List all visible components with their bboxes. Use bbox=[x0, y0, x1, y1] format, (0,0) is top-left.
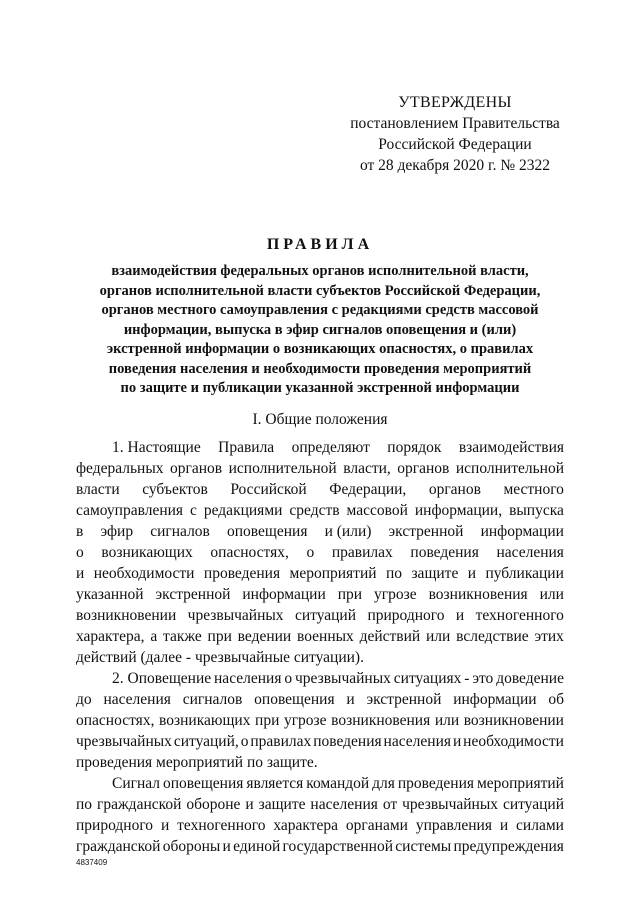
subtitle-line: поведения населения и необходимости проведения мероприятий bbox=[108, 360, 532, 377]
word: возникновении bbox=[76, 607, 177, 624]
subtitle-line: информации, выпуска в эфир сигналов оповещения и (или) bbox=[123, 321, 517, 338]
word: эфир bbox=[100, 523, 134, 540]
word: населения bbox=[103, 691, 171, 708]
word: характера, bbox=[76, 628, 145, 645]
word: и bbox=[160, 817, 170, 834]
word: Российской bbox=[230, 481, 307, 498]
word: управления bbox=[415, 817, 492, 834]
word: проведения мероприятий по защите. bbox=[76, 754, 318, 771]
word: при bbox=[207, 628, 232, 645]
text-line bbox=[76, 626, 564, 647]
word: от bbox=[382, 796, 398, 813]
word: информации bbox=[453, 691, 537, 708]
word: природного bbox=[367, 607, 445, 624]
word: и bbox=[455, 607, 465, 624]
word: угрозе bbox=[283, 712, 327, 729]
word: проведения bbox=[203, 565, 281, 582]
word: военных bbox=[297, 628, 354, 645]
word: и bbox=[245, 796, 254, 813]
word: или bbox=[434, 712, 460, 729]
word: субъектов bbox=[142, 481, 208, 498]
document-code: 4837409 bbox=[76, 858, 108, 867]
document-title: ПРАВИЛА bbox=[266, 236, 374, 253]
word: самоуправления bbox=[76, 502, 184, 519]
word: взаимодействия bbox=[458, 439, 564, 456]
word: угрозе bbox=[374, 586, 417, 603]
word: и bbox=[76, 565, 85, 582]
word: редакциями bbox=[203, 502, 283, 519]
word: поведения bbox=[410, 544, 479, 561]
word: 1. Настоящие bbox=[112, 439, 201, 456]
word: и bbox=[346, 691, 355, 708]
word: действий bbox=[359, 628, 421, 645]
subtitle-line: экстренной информации о возникающих опасностях, о правилах bbox=[106, 341, 534, 357]
word: предупреждения bbox=[453, 838, 564, 855]
word: о bbox=[284, 670, 293, 687]
word: информации bbox=[480, 523, 564, 540]
word: публикации bbox=[485, 565, 564, 582]
word: определяют bbox=[291, 439, 370, 456]
word: Правила bbox=[218, 439, 275, 456]
word: обороне bbox=[186, 796, 241, 813]
word: Федерации, bbox=[329, 481, 407, 498]
word: оповещения bbox=[162, 775, 244, 792]
word: власти, bbox=[343, 460, 391, 477]
word: ситуациях bbox=[393, 670, 462, 687]
paragraph bbox=[76, 668, 564, 773]
text-line bbox=[76, 752, 564, 773]
word: возникновении bbox=[463, 712, 564, 729]
word: необходимости bbox=[93, 565, 195, 582]
text-line bbox=[76, 731, 564, 752]
word: доведение bbox=[496, 670, 564, 687]
word: в bbox=[76, 523, 84, 540]
word: власти bbox=[76, 481, 120, 498]
word: мероприятий bbox=[289, 565, 377, 582]
word: этих bbox=[534, 628, 564, 645]
text-line bbox=[76, 815, 564, 836]
approval-line: от 28 декабря 2020 г. № 2322 bbox=[359, 157, 551, 174]
word: и (или) bbox=[324, 523, 372, 540]
subtitle-line: органов исполнительной власти субъектов Российской Федерации, bbox=[99, 282, 541, 299]
text-line bbox=[76, 437, 564, 458]
word: об bbox=[548, 691, 564, 708]
word: природного bbox=[76, 817, 154, 834]
section-heading: I. Общие положения bbox=[252, 411, 388, 428]
word: о bbox=[76, 544, 84, 561]
text-line bbox=[76, 668, 564, 689]
word: техногенного bbox=[475, 607, 564, 624]
word: экстренной bbox=[388, 523, 464, 540]
word: выпуска bbox=[509, 502, 564, 519]
subtitle-line: органов местного самоуправления с редакциями средств массовой bbox=[101, 302, 539, 318]
word: правилах bbox=[250, 733, 312, 750]
word: органов bbox=[428, 481, 481, 498]
word: и bbox=[452, 733, 462, 750]
word: поведения bbox=[313, 733, 382, 750]
word: системы bbox=[395, 838, 452, 855]
text-line bbox=[76, 584, 564, 605]
word: органами bbox=[345, 817, 408, 834]
word: обороны bbox=[162, 838, 221, 855]
word: а bbox=[150, 628, 158, 645]
approval-line: постановлением Правительства bbox=[350, 115, 560, 132]
word: необходимости bbox=[463, 733, 564, 750]
word: чрезвычайных bbox=[187, 607, 284, 624]
word: о bbox=[306, 544, 315, 561]
word: силами bbox=[516, 817, 564, 834]
word: возникающих bbox=[101, 544, 193, 561]
word: единой bbox=[233, 838, 281, 855]
word: сигналов bbox=[150, 523, 210, 540]
word: порядок bbox=[387, 439, 442, 456]
word: это bbox=[472, 670, 494, 687]
word: органов bbox=[170, 460, 223, 477]
word: ведении bbox=[237, 628, 292, 645]
text-line bbox=[76, 647, 564, 668]
paragraph bbox=[76, 437, 564, 668]
text-line bbox=[76, 563, 564, 584]
body-text bbox=[76, 437, 564, 857]
word: при bbox=[337, 586, 363, 603]
word: защите bbox=[411, 565, 459, 582]
word: массовой bbox=[346, 502, 408, 519]
word: при bbox=[255, 712, 280, 729]
word: опасностях, bbox=[76, 712, 155, 729]
word: или bbox=[539, 586, 564, 603]
word: и bbox=[499, 817, 509, 834]
word: или bbox=[426, 628, 451, 645]
word: характера bbox=[273, 817, 339, 834]
word: 2. Оповещение bbox=[112, 670, 212, 687]
word: вследствие bbox=[456, 628, 529, 645]
word: возникновения bbox=[331, 712, 431, 729]
text-line bbox=[76, 542, 564, 563]
word: населения bbox=[496, 544, 564, 561]
text-line bbox=[76, 605, 564, 626]
word: органов bbox=[397, 460, 450, 477]
word: исполнительной bbox=[228, 460, 337, 477]
text-line bbox=[76, 479, 564, 500]
word: возникающих bbox=[159, 712, 251, 729]
text-line bbox=[76, 521, 564, 542]
word: защите bbox=[258, 796, 306, 813]
word: Сигнал bbox=[112, 775, 161, 792]
word: правилах bbox=[331, 544, 393, 561]
word: населения bbox=[214, 670, 282, 687]
word: экстренной bbox=[155, 586, 231, 603]
word: населения bbox=[310, 796, 378, 813]
text-line bbox=[76, 794, 564, 815]
word: о bbox=[240, 733, 249, 750]
text-line bbox=[76, 689, 564, 710]
text-line bbox=[76, 710, 564, 731]
word: с bbox=[190, 502, 197, 519]
word: возникновения bbox=[428, 586, 528, 603]
word: государственной bbox=[282, 838, 394, 855]
word: информации bbox=[242, 586, 326, 603]
word: действий (далее - чрезвычайные ситуации). bbox=[76, 649, 364, 666]
word: оповещения bbox=[227, 523, 308, 540]
word: населения bbox=[383, 733, 452, 750]
word: до bbox=[76, 691, 92, 708]
word: информации, bbox=[414, 502, 503, 519]
paragraph bbox=[76, 773, 564, 857]
word: чрезвычайных bbox=[76, 733, 172, 750]
word: по bbox=[385, 565, 403, 582]
approval-heading: УТВЕРЖДЕНЫ bbox=[398, 94, 512, 111]
text-line bbox=[76, 458, 564, 479]
word: исполнительной bbox=[455, 460, 564, 477]
word: оповещения bbox=[254, 691, 335, 708]
word: сигналов bbox=[182, 691, 243, 708]
word: командой bbox=[306, 775, 370, 792]
word: ситуаций bbox=[502, 796, 564, 813]
subtitle-line: по защите и публикации указанной экстренной информации bbox=[120, 380, 520, 396]
word: проведения bbox=[397, 775, 475, 792]
word: мероприятий bbox=[476, 775, 564, 792]
text-line bbox=[76, 836, 564, 857]
word: гражданской bbox=[76, 838, 161, 855]
word: и bbox=[222, 838, 231, 855]
word: федеральных bbox=[76, 460, 164, 477]
word: является bbox=[246, 775, 304, 792]
approval-line: Российской Федерации bbox=[378, 136, 532, 153]
word: местного bbox=[503, 481, 564, 498]
approval-block bbox=[330, 92, 580, 176]
word: гражданской bbox=[96, 796, 182, 813]
word: техногенного bbox=[177, 817, 266, 834]
word: и bbox=[467, 565, 477, 582]
word: также bbox=[163, 628, 202, 645]
word: чрезвычайных bbox=[402, 796, 498, 813]
subtitle-line: взаимодействия федеральных органов исполнительной власти, bbox=[111, 263, 529, 279]
word: экстренной bbox=[366, 691, 442, 708]
word: средств bbox=[289, 502, 340, 519]
word: - bbox=[464, 670, 470, 687]
word: опасностях, bbox=[210, 544, 289, 561]
word: для bbox=[372, 775, 395, 792]
word: ситуаций, bbox=[173, 733, 239, 750]
document-subtitle bbox=[80, 262, 560, 399]
word: указанной bbox=[76, 586, 144, 603]
word: ситуаций bbox=[294, 607, 357, 624]
word: по bbox=[76, 796, 93, 813]
text-line bbox=[76, 500, 564, 521]
word: чрезвычайных bbox=[294, 670, 391, 687]
text-line bbox=[76, 773, 564, 794]
